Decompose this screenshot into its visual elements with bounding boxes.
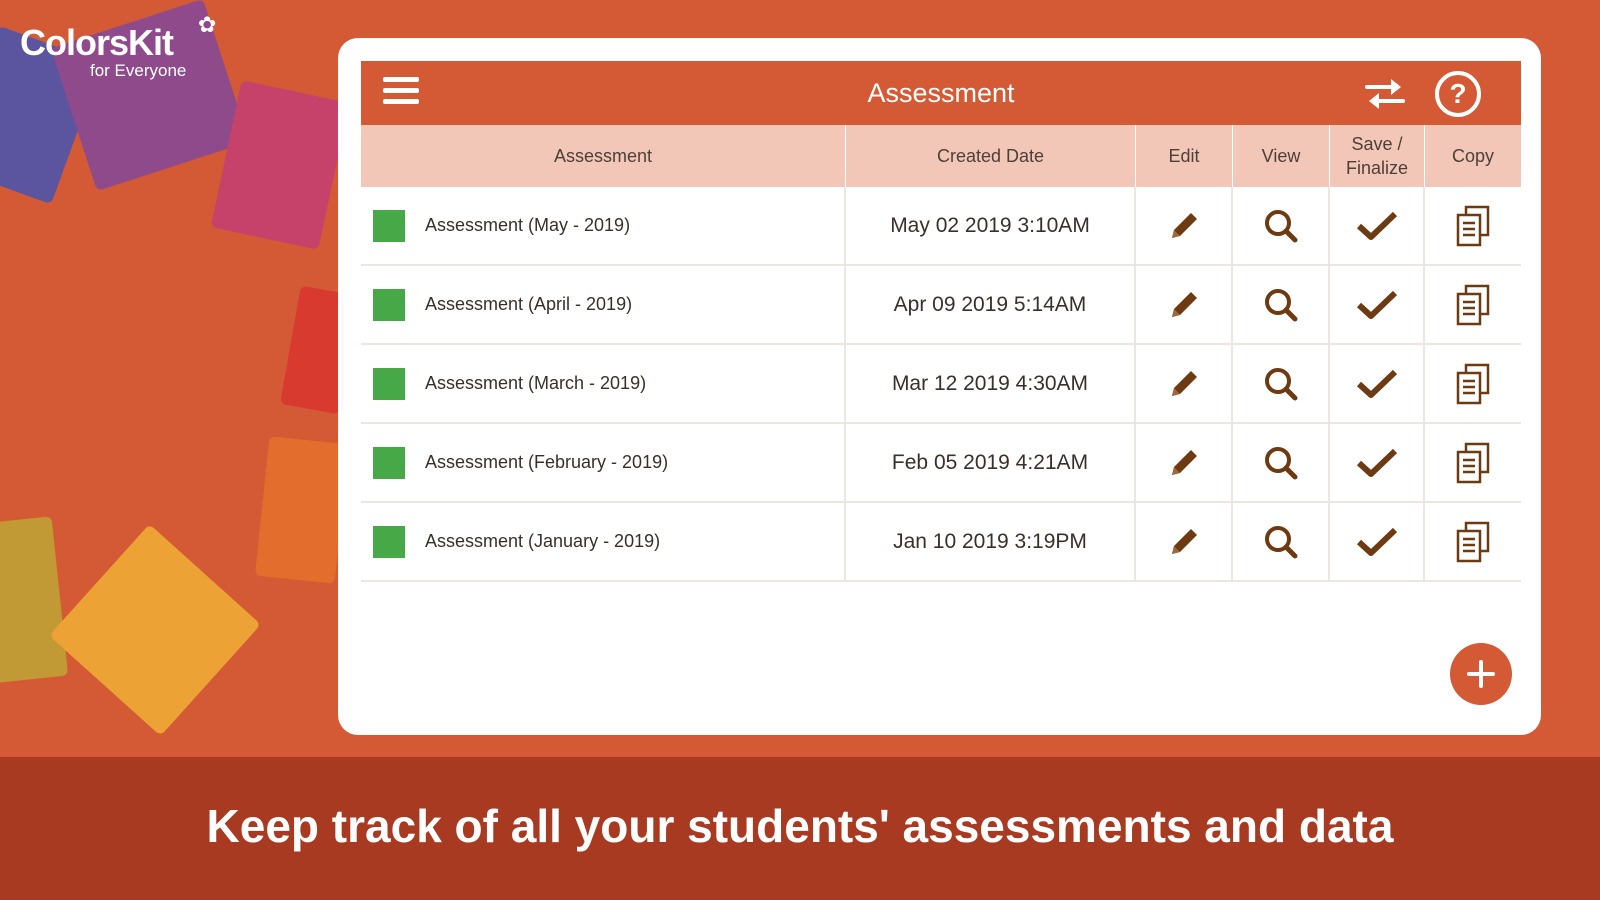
help-circle-icon[interactable]: ? bbox=[1435, 71, 1481, 117]
edit-cell bbox=[1136, 503, 1233, 580]
app-bar bbox=[361, 61, 1521, 125]
pencil-icon[interactable] bbox=[1164, 364, 1204, 404]
checkmark-icon[interactable] bbox=[1355, 285, 1399, 325]
created-date-cell bbox=[846, 424, 1136, 501]
assessment-name-cell[interactable] bbox=[361, 345, 846, 422]
copy-documents-icon[interactable] bbox=[1453, 283, 1493, 327]
promo-text: Keep track of all your students' assessments and data bbox=[206, 800, 1394, 852]
status-square bbox=[373, 447, 405, 479]
magnifier-icon[interactable] bbox=[1261, 285, 1301, 325]
table-row bbox=[361, 345, 1521, 424]
table-row bbox=[361, 424, 1521, 503]
table-row bbox=[361, 503, 1521, 582]
pencil-icon[interactable] bbox=[1164, 285, 1204, 325]
finalize-cell bbox=[1330, 187, 1425, 264]
assessment-name: Assessment (January - 2019) bbox=[425, 531, 661, 551]
status-square bbox=[373, 368, 405, 400]
view-cell bbox=[1233, 266, 1330, 343]
view-cell bbox=[1233, 187, 1330, 264]
copy-cell bbox=[1425, 503, 1521, 580]
plus-icon bbox=[1466, 659, 1496, 689]
copy-cell bbox=[1425, 266, 1521, 343]
created-date: Jan 10 2019 3:19PM bbox=[893, 529, 1087, 553]
assessment-name: Assessment (April - 2019) bbox=[425, 294, 633, 314]
checkmark-icon[interactable] bbox=[1355, 522, 1399, 562]
edit-cell bbox=[1136, 187, 1233, 264]
header-edit: Edit bbox=[1136, 125, 1233, 187]
promo-banner bbox=[0, 757, 1600, 900]
checkmark-icon[interactable] bbox=[1355, 364, 1399, 404]
pencil-icon[interactable] bbox=[1164, 443, 1204, 483]
view-cell bbox=[1233, 424, 1330, 501]
checkmark-icon[interactable] bbox=[1355, 206, 1399, 246]
finalize-cell bbox=[1330, 345, 1425, 422]
assessment-name: Assessment (February - 2019) bbox=[425, 452, 669, 472]
magnifier-icon[interactable] bbox=[1261, 364, 1301, 404]
status-square bbox=[373, 526, 405, 558]
pencil-icon[interactable] bbox=[1164, 522, 1204, 562]
table-row bbox=[361, 266, 1521, 345]
created-date-cell bbox=[846, 266, 1136, 343]
created-date: Feb 05 2019 4:21AM bbox=[891, 450, 1089, 474]
edit-cell bbox=[1136, 424, 1233, 501]
brand-name: ColorsKit bbox=[20, 22, 173, 63]
brand-tagline: for Everyone bbox=[90, 61, 187, 80]
copy-cell bbox=[1425, 424, 1521, 501]
header-assessment: Assessment bbox=[361, 125, 846, 187]
finalize-cell bbox=[1330, 503, 1425, 580]
decor-cube-orange bbox=[255, 436, 349, 584]
header-save-finalize: Save / Finalize bbox=[1330, 125, 1425, 187]
assessment-name: Assessment (March - 2019) bbox=[425, 373, 647, 393]
status-square bbox=[373, 289, 405, 321]
decor-cube-olive bbox=[0, 516, 68, 683]
assessment-table bbox=[361, 125, 1521, 582]
view-cell bbox=[1233, 345, 1330, 422]
assessment-name: Assessment (May - 2019) bbox=[425, 215, 631, 235]
assessment-name-cell[interactable] bbox=[361, 424, 846, 501]
created-date-cell bbox=[846, 187, 1136, 264]
status-square bbox=[373, 210, 405, 242]
edit-cell bbox=[1136, 345, 1233, 422]
assessment-name-cell[interactable] bbox=[361, 187, 846, 264]
created-date-cell bbox=[846, 503, 1136, 580]
copy-documents-icon[interactable] bbox=[1453, 441, 1493, 485]
assessment-card bbox=[338, 38, 1541, 735]
pencil-icon[interactable] bbox=[1164, 206, 1204, 246]
table-row bbox=[361, 187, 1521, 266]
finalize-cell bbox=[1330, 266, 1425, 343]
view-cell bbox=[1233, 503, 1330, 580]
table-header bbox=[361, 125, 1521, 187]
assessment-name-cell[interactable] bbox=[361, 503, 846, 580]
checkmark-icon[interactable] bbox=[1355, 443, 1399, 483]
gear-icon: ✿ bbox=[198, 12, 217, 37]
header-view: View bbox=[1233, 125, 1330, 187]
copy-documents-icon[interactable] bbox=[1453, 520, 1493, 564]
swap-arrows-icon[interactable] bbox=[1361, 73, 1409, 113]
created-date-cell bbox=[846, 345, 1136, 422]
copy-cell bbox=[1425, 187, 1521, 264]
copy-documents-icon[interactable] bbox=[1453, 204, 1493, 248]
add-assessment-button[interactable] bbox=[1450, 643, 1512, 705]
magnifier-icon[interactable] bbox=[1261, 522, 1301, 562]
decor-cube-yellow bbox=[49, 524, 261, 736]
header-copy: Copy bbox=[1451, 146, 1495, 166]
magnifier-icon[interactable] bbox=[1261, 443, 1301, 483]
created-date: Apr 09 2019 5:14AM bbox=[893, 292, 1087, 316]
header-created-date: Created Date bbox=[846, 125, 1136, 187]
copy-documents-icon[interactable] bbox=[1453, 362, 1493, 406]
created-date: Mar 12 2019 4:30AM bbox=[891, 371, 1089, 395]
created-date: May 02 2019 3:10AM bbox=[890, 213, 1090, 237]
page-title: Assessment bbox=[867, 78, 1015, 108]
edit-cell bbox=[1136, 266, 1233, 343]
magnifier-icon[interactable] bbox=[1261, 206, 1301, 246]
brand-logo bbox=[20, 12, 217, 80]
finalize-cell bbox=[1330, 424, 1425, 501]
assessment-name-cell[interactable] bbox=[361, 266, 846, 343]
copy-cell bbox=[1425, 345, 1521, 422]
